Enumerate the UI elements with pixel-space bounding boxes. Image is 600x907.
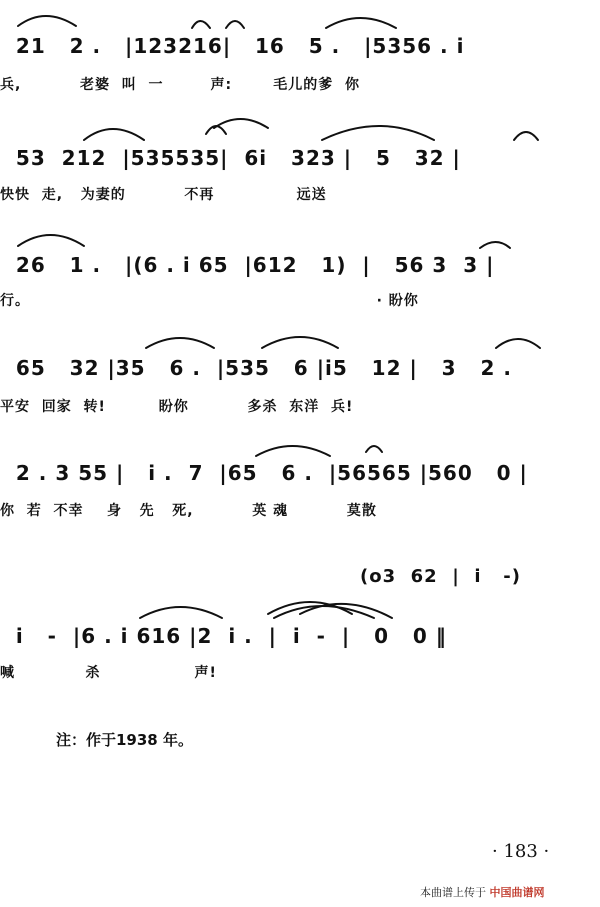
slur-11 [480,242,510,248]
slur-17 [140,607,222,618]
slur-4 [326,18,396,28]
slur-19 [274,606,374,618]
slur-14 [496,339,540,348]
slur-12 [146,338,214,348]
lyrics-line-4: 平安 回家 转! 盼你 多杀 东洋 兵! [0,399,354,415]
credit-brand: 中国曲谱网 [489,886,545,899]
notation-line-2: 53 212 |535535| 6i 323 | 5 32 | [0,146,461,170]
slur-7 [214,119,268,128]
lyrics-line-1: 兵, 老婆 叫 一 声: 毛儿的爹 你 [0,77,361,93]
instrumental-bracket: (o3 62 | i -) [360,566,522,587]
slur-2 [192,21,210,28]
credit-prefix: 本曲谱上传于 [420,886,486,899]
notation-line-4: 65 32 |35 6 . |535 6 |i5 12 | 3 2 . [0,356,512,380]
slur-5 [84,129,144,140]
lyrics-line-6: 喊 杀 声! [0,665,217,681]
lyrics-line-2: 快快 走, 为妻的 不再 远送 [0,187,327,203]
composition-note: 注：作于1938 年。 [56,731,193,749]
slur-15 [256,446,330,456]
notation-line-3: 26 1 . |(6 . i 65 |612 1) | 56 3 3 | [0,253,495,277]
slur-3 [226,21,244,28]
slur-1 [18,16,76,26]
slur-8 [322,126,434,140]
slur-13 [262,337,338,348]
slur-10 [18,235,84,246]
notation-line-6: i - |6 . i 616 |2 i . | i - | 0 0 ‖ [0,624,447,648]
notation-line-5: 2 . 3 55 | i . 7 |65 6 . |56565 |560 0 | [0,461,528,485]
notation-line-1: 21 2 . |123216| 16 5 . |5356 . i [0,34,465,58]
lyrics-line-5: 你 若 不幸 身 先 死, 英 魂 莫散 [0,503,377,519]
slur-9 [514,132,538,140]
page-number: · 183 · [492,841,550,862]
slur-16 [366,446,382,452]
lyrics-line-3: 行。 · 盼你 [0,293,419,309]
